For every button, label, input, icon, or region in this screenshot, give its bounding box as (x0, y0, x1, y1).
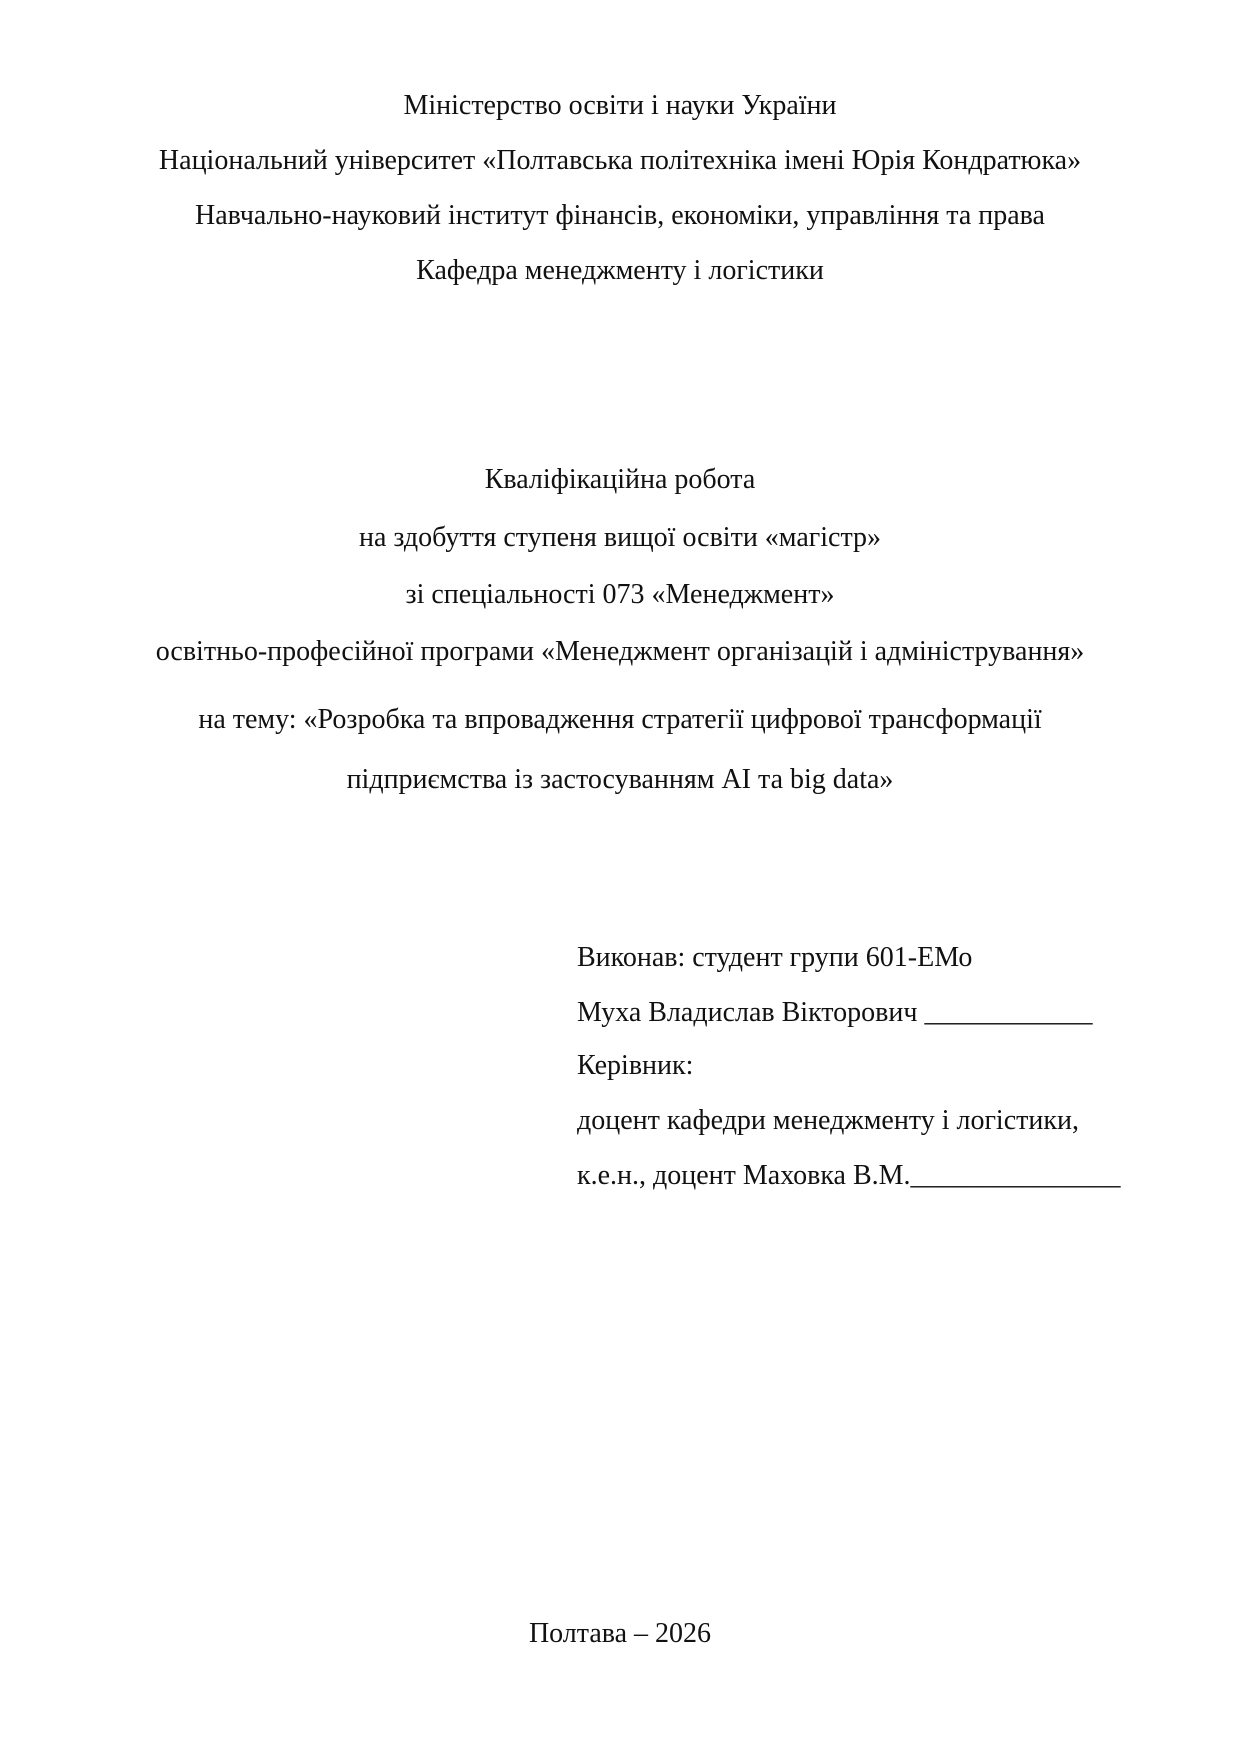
supervisor-name-line: к.е.н., доцент Маховка В.М._______________ (577, 1160, 1121, 1191)
specialty-line: зі спеціальності 073 «Менеджмент» (405, 579, 835, 610)
department-line: Кафедра менеджменту і логістики (416, 255, 824, 286)
student-name-line: Муха Владислав Вікторович ____________ (577, 997, 1093, 1028)
city-year-footer: Полтава – 2026 (528, 1618, 712, 1649)
work-type-title: Кваліфікаційна робота (484, 464, 756, 495)
degree-line: на здобуття ступеня вищої освіти «магістр» (358, 522, 882, 553)
topic-line-1: на тему: «Розробка та впровадження стратегії цифрової трансформації (198, 704, 1042, 735)
topic-line-2: підприємства із застосуванням AI та big data» (346, 764, 894, 795)
university-line: Національний університет «Полтавська політехніка імені Юрія Кондратюка» (158, 145, 1082, 176)
performed-by-line: Виконав: студент групи 601-ЕМо (577, 942, 973, 973)
program-line: освітньо-професійної програми «Менеджмент організацій і адміністрування» (155, 636, 1085, 667)
institute-line: Навчально-науковий інститут фінансів, економіки, управління та права (195, 200, 1045, 231)
ministry-line: Міністерство освіти і науки України (403, 90, 837, 121)
supervisor-position-line: доцент кафедри менеджменту і логістики, (577, 1105, 1079, 1136)
supervisor-label: Керівник: (577, 1050, 694, 1081)
